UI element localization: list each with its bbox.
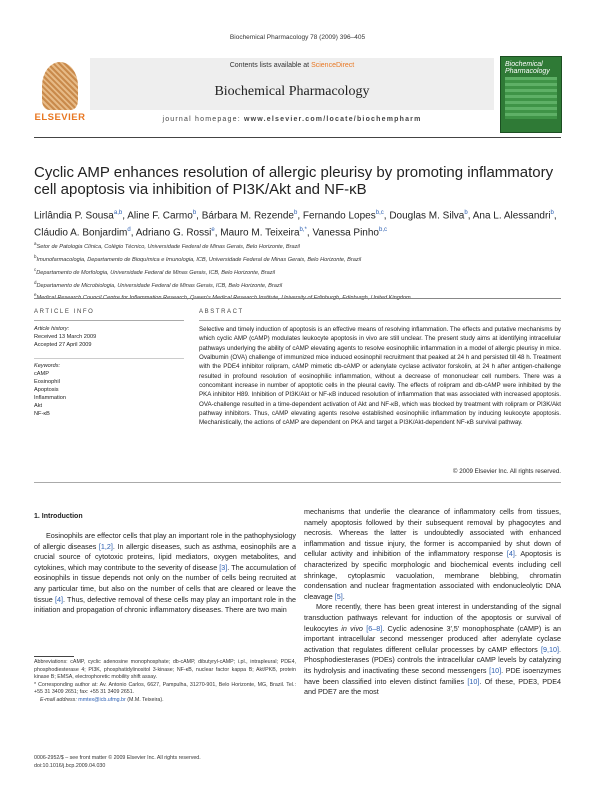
keywords-heading: Keywords: xyxy=(34,363,61,369)
citation-link[interactable]: [4] xyxy=(506,549,515,559)
intro-paragraph xyxy=(304,507,561,602)
citation-link[interactable]: [3] xyxy=(219,562,228,572)
paragraph-text: . In allergic diseases, such as asthma, eosinophils are a crucial source of cytotoxic proteins, lipid mediators, oxygen metabolites, and cytokines, which may contribute to the severity of disease xyxy=(34,541,297,572)
author-list: Lirlândia P. Sousa$^{a,b}$, Aline F. Carmo$^b$, Bárbara M. Rezende$^b$, Fernando Lopes$^{b,c}$, Douglas M. Silva$^b$, Ana L. Alessandri$^b$, Cláudio A. Bonjardim$^d$, Adriano G. Rossi$^e$, Mauro M. Teixeira$^{b,*}$, Vanessa Pinho$^{b,c}$ xyxy=(34,210,557,239)
affiliation-item xyxy=(34,252,561,265)
author-affiliation-marker[interactable]: b,c xyxy=(375,210,384,216)
intro-column-left xyxy=(34,531,296,616)
intro-heading: 1. Introduction xyxy=(34,513,83,520)
author-name: Lirlândia P. Sousa xyxy=(34,210,114,222)
affiliation-marker: c xyxy=(34,266,37,272)
email-suffix: (M.M. Teixeira). xyxy=(125,696,164,703)
header-rule xyxy=(34,137,561,138)
footnotes xyxy=(34,659,296,705)
paragraph-text: More recently, there has been great interest in understanding of the signal transduction pathways relevant for induction of the apoptosis or survival of leukocytes xyxy=(304,602,561,633)
affiliation-marker: a xyxy=(34,241,37,246)
article-info-label: ARTICLE INFO xyxy=(34,309,95,315)
affiliation-item xyxy=(34,239,561,252)
author-name: Fernando Lopes xyxy=(302,210,376,222)
affiliation-item xyxy=(34,265,561,278)
affiliation-marker: d xyxy=(34,279,37,285)
author-affiliation-marker[interactable]: b,* xyxy=(299,227,307,234)
history-heading: Article history: xyxy=(34,326,70,332)
received-date: Received 13 March 2009 xyxy=(34,334,97,340)
info-rule xyxy=(34,320,184,321)
paragraph-text: . Phosphodiesterases (PDEs) controls the intracellular cAMP levels by catalyzing its hydrolysis and inactivating these second messengers xyxy=(304,644,561,675)
doi-link[interactable]: doi:10.1016/j.bcp.2009.04.030 xyxy=(34,762,106,769)
email-link[interactable]: mmtex@icb.ufmg.br xyxy=(78,696,126,703)
affiliation-marker: b xyxy=(34,253,37,259)
homepage-prefix: journal homepage: xyxy=(162,116,244,123)
affiliation-item xyxy=(34,278,561,291)
cover-graphic xyxy=(505,77,557,119)
copyright-notice: © 2009 Elsevier Inc. All rights reserved. xyxy=(452,468,561,475)
keywords-block xyxy=(34,362,184,418)
affiliation-text: Imunofarmacologia, Departamento de Bioquímica e Imunologia, ICB, Universidade Federal de Minas Gerais, Belo Horizonte, Brazil xyxy=(36,256,362,263)
contents-line xyxy=(90,62,494,69)
affiliation-text: Departamento de Morfologia, Universidade Federal de Minas Gerais, ICB, Belo Horizonte, Brazil xyxy=(36,269,276,276)
article-title: Cyclic AMP enhances resolution of allergic pleurisy by promoting inflammatory cell apoptosis via inhibition of PI3K/Akt and NF-κB xyxy=(34,164,554,198)
keyword-item: Eosinophil xyxy=(34,379,60,385)
author-name: Ana L. Alessandri xyxy=(472,210,551,222)
author-affiliation-marker[interactable]: d xyxy=(127,227,131,234)
abstract-bottom-rule xyxy=(34,482,561,483)
elsevier-wordmark: ELSEVIER xyxy=(34,112,86,123)
keyword-item: Apoptosis xyxy=(34,387,59,393)
author-name: Bárbara M. Rezende xyxy=(201,210,294,222)
author-name: Aline F. Carmo xyxy=(127,210,193,222)
author-name: Mauro M. Teixeira xyxy=(220,227,300,239)
affiliation-item xyxy=(34,290,561,303)
abstract-rule xyxy=(199,320,561,321)
citation-link[interactable]: [6–8] xyxy=(366,623,383,633)
paragraph-text: . The accumulation of eosinophils in tissue depends not only on the number of cells being recruited at any particular time, but also on the number of cells that are cleared or leave the tissue xyxy=(34,562,296,604)
paragraph-text: . PDE isoenzymes have been classified into eleven distinct families xyxy=(304,665,562,686)
author-name: Cláudio A. Bonjardim xyxy=(34,227,128,239)
keyword-item: Akt xyxy=(34,403,43,409)
section-rule xyxy=(34,298,561,299)
accepted-date: Accepted 27 April 2009 xyxy=(34,342,92,348)
keyword-item: NF-κB xyxy=(34,411,50,417)
sciencedirect-link[interactable]: ScienceDirect xyxy=(311,62,355,69)
abbreviations-footnote: Abbreviations: cAMP, cyclic adenosine monophosphate; db-cAMP, dibutyryl-cAMP; i.pl., intrapleural; PDE4, phosphodiesterase 4; PI3K, phosphatidylinositol 3-kinase; NF-κB, nuclear factor kappa B; Akt/PKB, protein kinase B; EMSA, electrophoretic mobility shift assay. xyxy=(34,659,296,681)
paragraph-text: . xyxy=(342,591,345,601)
cover-title: Biochemical Pharmacology xyxy=(505,61,550,75)
affiliation-text: Setor de Patologia Clínica, Colégio Técnico, Universidade Federal de Minas Gerais, Belo Horizonte, Brazil xyxy=(36,243,300,250)
citation-link[interactable]: [5] xyxy=(334,591,343,601)
citation-link[interactable]: [1,2] xyxy=(98,541,113,551)
author-affiliation-marker[interactable]: b,c xyxy=(378,227,387,234)
affiliation-text: Departamento de Microbiologia, Universidade Federal de Minas Gerais, ICB, Belo Horizonte, Brazil xyxy=(36,282,283,289)
citation-link[interactable]: [10] xyxy=(467,676,480,686)
affiliation-list xyxy=(34,239,561,303)
corresponding-author-footnote: * Corresponding author at: Av. Antonio Carlos, 6627, Pampulha, 31270-901, Belo Horizonte, MG, Brazil. Tel.: +55 31 3409 2651; fax: +55 31 3409 2651. xyxy=(34,681,296,696)
paragraph-text: . Cyclic adenosine 3′,5′ monophosphate (cAMP) is an important intracellular second messenger produced after adenylate cyclase activation that regulates different cellular processes by cAMP effectors xyxy=(304,623,561,654)
paragraph-text: mechanisms that underlie the clearance of inflammatory cells from tissues, namely apoptosis followed by their subsequent removal by phagocytes and necrosis. Whereas the latter is undoubtedly associated with enhanced inflammation and tissue injury, the former is accompanied by shut down of cellular activity and inhibition of the inflammatory response xyxy=(304,507,561,559)
intro-column-right xyxy=(304,507,561,698)
email-footnote xyxy=(34,697,296,705)
author-affiliation-marker[interactable]: b xyxy=(550,210,554,216)
citation-link[interactable]: [9,10] xyxy=(541,644,559,654)
citation-link[interactable]: [10] xyxy=(489,665,502,675)
contents-prefix: Contents lists available at xyxy=(229,62,312,69)
citation-link[interactable]: [4] xyxy=(54,594,63,604)
elsevier-logo xyxy=(34,60,86,130)
paragraph-text: in vivo xyxy=(341,623,363,633)
paragraph-text: Eosinophils are effector cells that play an important role in the pathophysiology of allergic diseases xyxy=(34,531,296,551)
keyword-item: cAMP xyxy=(34,371,49,377)
journal-name: Biochemical Pharmacology xyxy=(214,84,370,99)
running-head: Biochemical Pharmacology 78 (2009) 396–405 xyxy=(229,34,366,41)
elsevier-tree-icon xyxy=(42,62,78,110)
keywords-rule xyxy=(34,358,184,359)
author-name: Vanessa Pinho xyxy=(312,227,379,239)
article-history xyxy=(34,325,184,349)
author-affiliation-marker[interactable]: b xyxy=(294,210,298,216)
email-label: E-mail address: xyxy=(40,696,77,703)
affiliation-marker: e xyxy=(34,292,37,298)
homepage-link[interactable]: www.elsevier.com/locate/biochempharm xyxy=(243,116,422,123)
author-affiliation-marker[interactable]: a,b xyxy=(113,210,123,216)
issn-line: 0006-2952/$ – see front matter © 2009 Elsevier Inc. All rights reserved. xyxy=(34,755,201,761)
paragraph-text: . Thus, defective removal of these cells may play an important role in the initiation and propagation of chronic inflammatory diseases. There are two main xyxy=(34,594,296,615)
author-name: Adriano G. Rossi xyxy=(135,227,212,239)
author-affiliation-marker[interactable]: e xyxy=(211,227,215,234)
journal-homepage xyxy=(90,116,494,123)
abstract-text: Selective and timely induction of apoptosis is an effective means of resolving inflammation. The effects and putative mechanisms by which cyclic AMP (cAMP) modulates leukocyte apoptosis in vivo are still unclear. The present study aims at identifying intracellular pathways underlying the ability of cAMP elevating agents to resolve eosinophilic inflammation in a model of allergic pleurisy in mice. Ovalbumin (OVA) challenge of immunized mice induced eosinophil recruitment that peaked at 24 h and persisted till 48 h. Treatment with the PDE4 inhibitor rolipram, cAMP mimetic db-cAMP or adenylate cyclase activator forskolin, at 24 h after antigen-challenge resulted in profound resolution of eosinophilic inflammation, without a decrease of mononuclear cell numbers. There was a concomitant increase in number of apoptotic cells in the pleural cavity. The effects of rolipram and db-cAMP were inhibited by the PKA inhibitor H89. Inhibition of PI3K/Akt or NF-κB induced resolution of inflammation that was associated with increased apoptosis. OVA-challenge resulted in a time-dependent activation of Akt and NF-κB, which was blocked by treatment with rolipram or PI3K/Akt pathway inhibitors. Thus, cAMP elevating agents resolve established eosinophilic inflammation by inducing leukocyte apoptosis. Mechanistically, the actions of cAMP are dependent on PKA and target a PI3K/Akt-dependent NF-κB survival pathway. xyxy=(199,326,561,427)
journal-cover-image xyxy=(500,56,562,133)
paragraph-text: . Of these, PDE3, PDE4 and PDE7 are the most xyxy=(304,676,562,697)
intro-paragraph xyxy=(304,602,561,697)
author-name: Douglas M. Silva xyxy=(389,210,465,222)
footnote-rule xyxy=(34,656,74,657)
front-matter xyxy=(34,755,296,770)
author-affiliation-marker[interactable]: b xyxy=(192,210,197,216)
author-affiliation-marker[interactable]: b xyxy=(464,210,468,216)
abstract-label: ABSTRACT xyxy=(199,309,244,315)
paragraph-text: . Apoptosis is characterized by specific morphologic and biochemical events including cell shrinkage, cytoplasmic vacuolation, membrane blebbing, chromatin condensation and nuclear fragmentation associated with endonucleolytic DNA cleavage xyxy=(304,549,561,601)
intro-paragraph xyxy=(34,531,296,616)
keyword-item: Inflammation xyxy=(34,395,67,401)
